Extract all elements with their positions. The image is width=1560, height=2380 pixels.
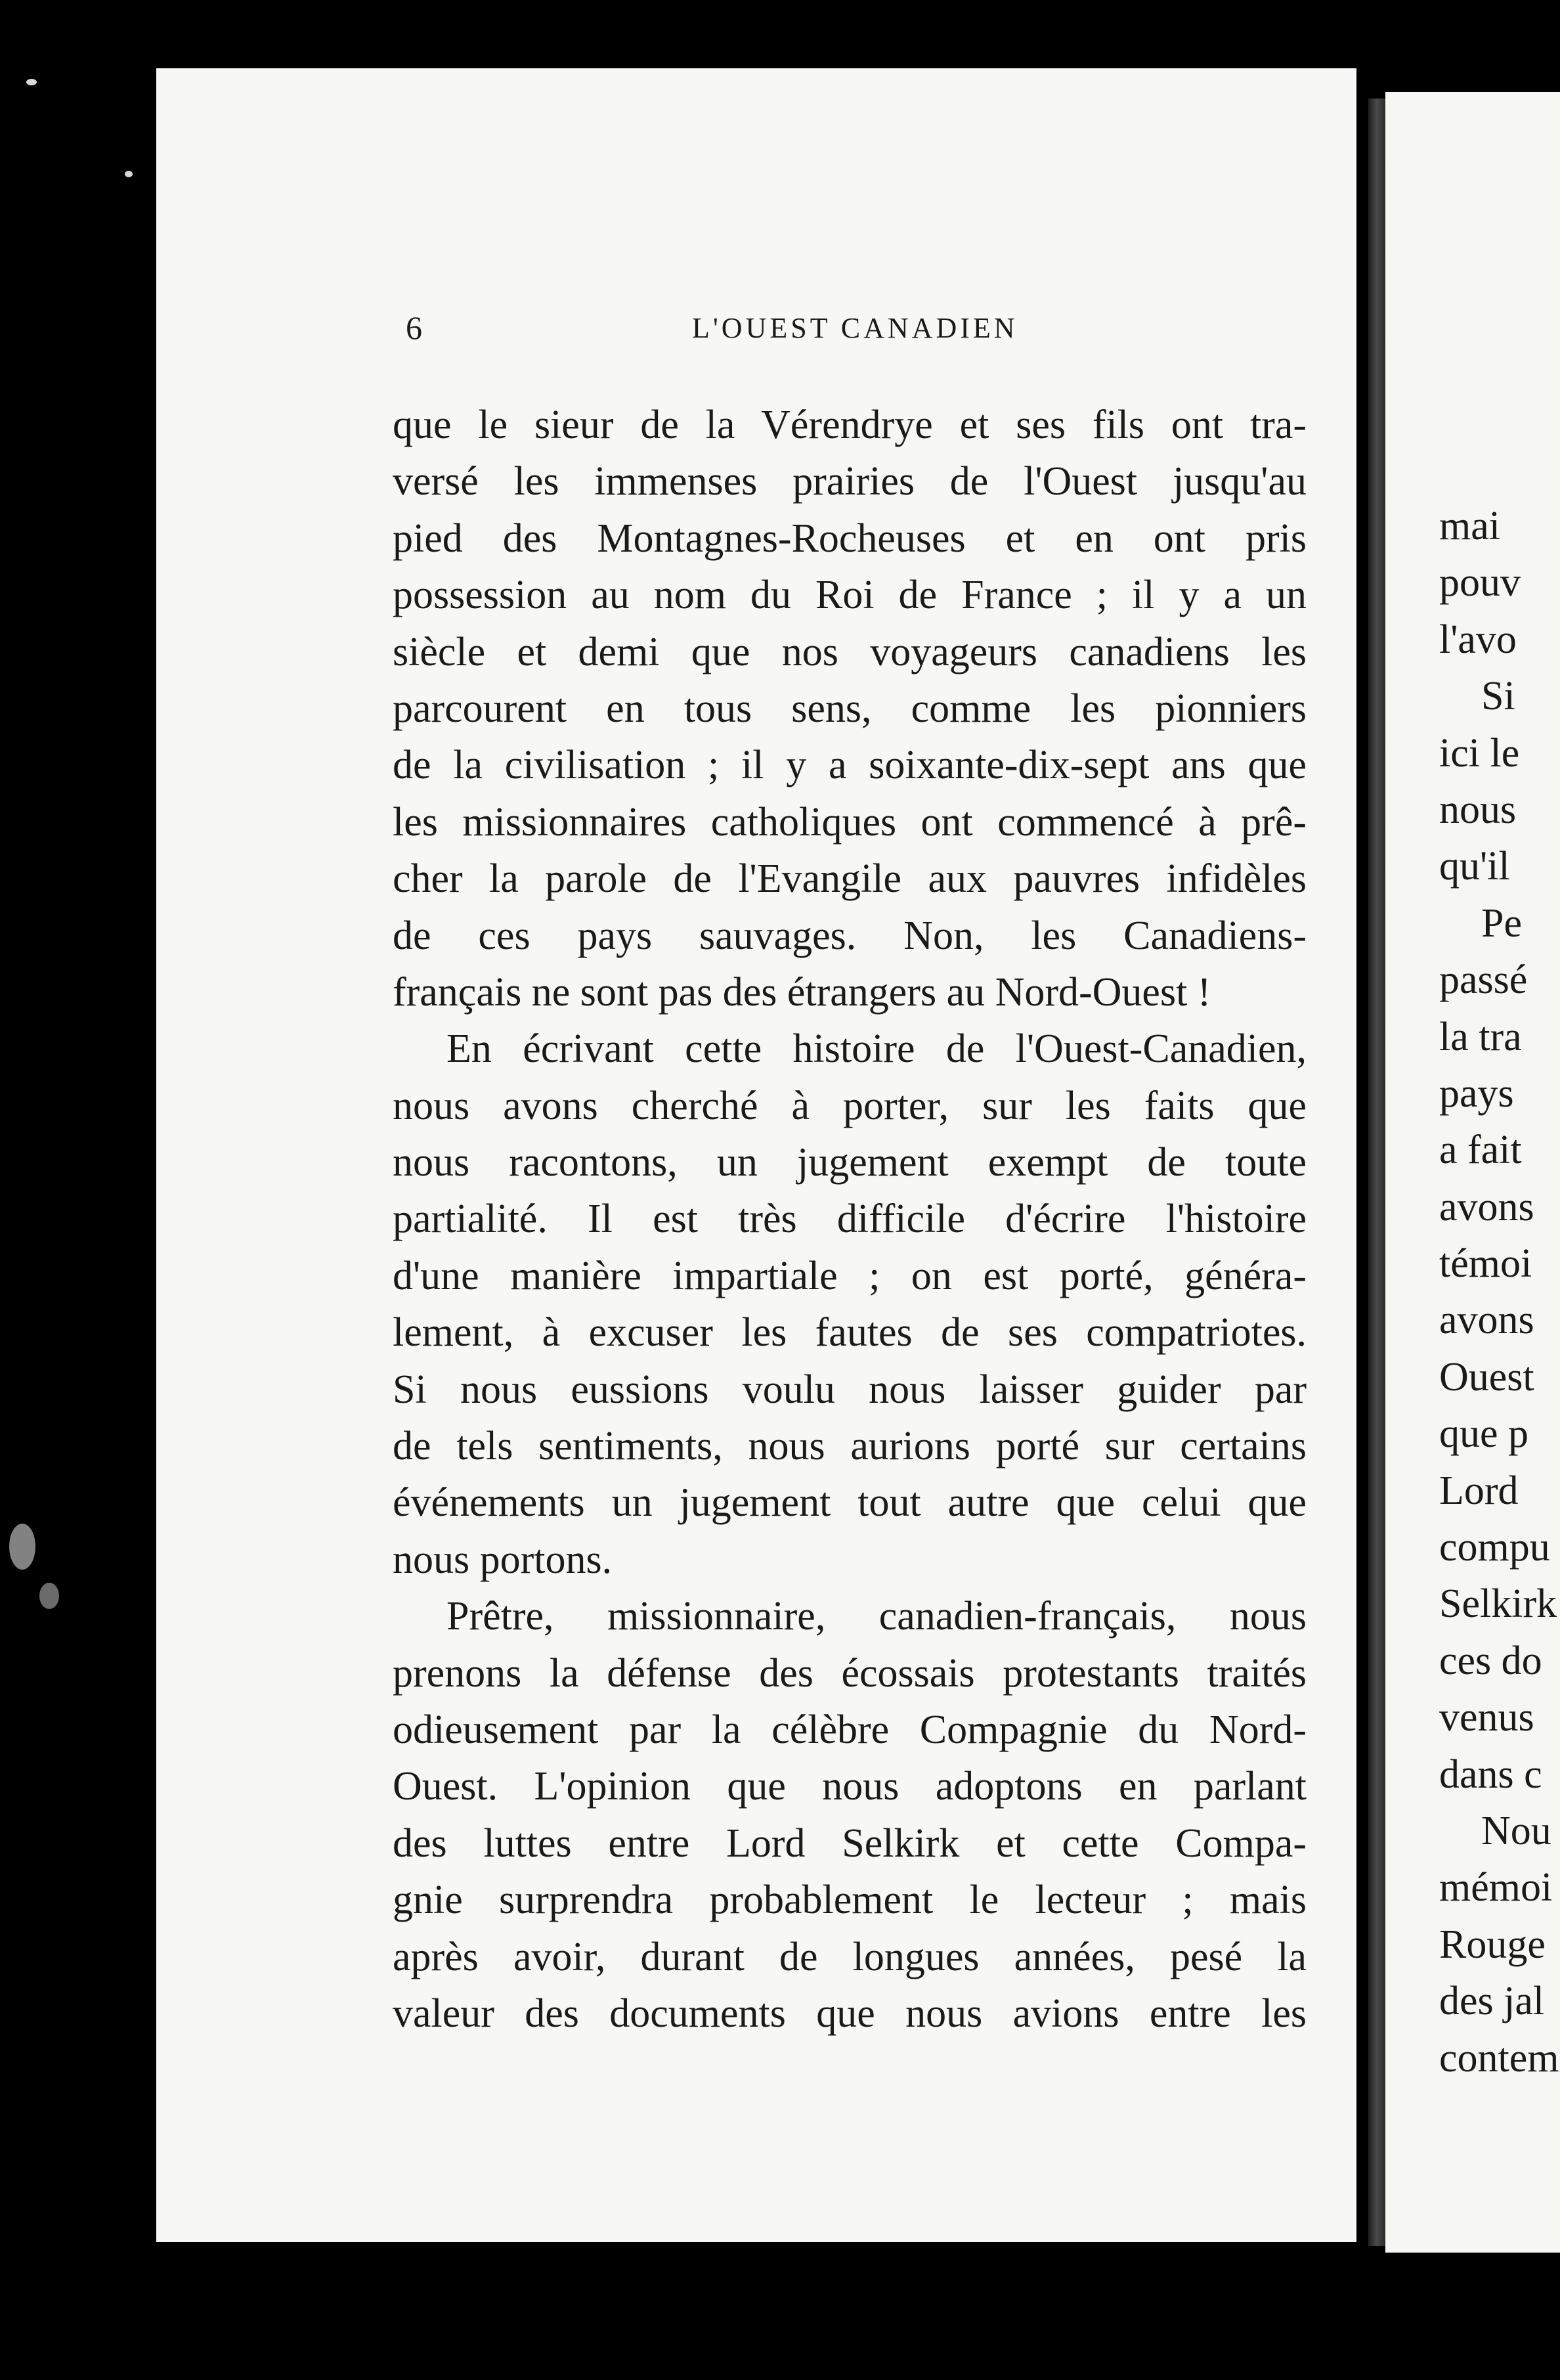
scan-dust bbox=[125, 171, 133, 177]
facing-text-line: des jal bbox=[1439, 1979, 1545, 2024]
text-line: de ces pays sauvages. Non, les Canadiens- bbox=[393, 913, 1307, 958]
facing-text-line: dans c bbox=[1439, 1752, 1542, 1797]
text-line: versé les immenses prairies de l'Ouest jusqu'au bbox=[393, 459, 1307, 504]
text-line: pied des Montagnes-Rocheuses et en ont pris bbox=[393, 516, 1307, 561]
text-line: français ne sont pas des étrangers au Nord-Ouest ! bbox=[393, 969, 1211, 1015]
book-gutter bbox=[1368, 99, 1385, 2246]
running-head bbox=[406, 309, 1299, 348]
text-line: parcourent en tous sens, comme les pionniers bbox=[393, 686, 1307, 731]
text-line: Prêtre, missionnaire, canadien-français, nous bbox=[446, 1594, 1307, 1639]
text-line: nous racontons, un jugement exempt de toute bbox=[393, 1140, 1307, 1185]
text-line: Ouest. L'opinion que nous adoptons en parlant bbox=[393, 1764, 1307, 1809]
facing-text-line: pays bbox=[1439, 1070, 1514, 1116]
scan-dust bbox=[39, 1583, 59, 1609]
facing-text-line: venus bbox=[1439, 1695, 1534, 1740]
text-line: de la civilisation ; il y a soixante-dix-sept ans que bbox=[393, 743, 1307, 788]
body-text bbox=[393, 397, 1307, 2042]
text-line: odieusement par la célèbre Compagnie du Nord- bbox=[393, 1707, 1307, 1752]
facing-text-line: pouv bbox=[1439, 560, 1521, 606]
text-line: prenons la défense des écossais protestants traités bbox=[393, 1650, 1307, 1696]
text-line: cher la parole de l'Evangile aux pauvres infidèles bbox=[393, 856, 1307, 902]
facing-page bbox=[1385, 92, 1560, 2253]
facing-text-line: ces do bbox=[1439, 1638, 1542, 1683]
text-line: des luttes entre Lord Selkirk et cette Compa- bbox=[393, 1820, 1307, 1866]
facing-text-line: Selkirk bbox=[1439, 1581, 1557, 1627]
text-line: gnie surprendra probablement le lecteur ; mais bbox=[393, 1878, 1307, 1923]
facing-text-line: qu'il bbox=[1439, 844, 1510, 889]
facing-text-line: compu bbox=[1439, 1525, 1550, 1570]
text-line: les missionnaires catholiques ont commencé à prê- bbox=[393, 799, 1307, 845]
text-line: nous portons. bbox=[393, 1537, 613, 1582]
running-title: L'OUEST CANADIEN bbox=[692, 312, 1018, 344]
text-line: nous avons cherché à porter, sur les faits que bbox=[393, 1083, 1307, 1128]
facing-text-line: passé bbox=[1439, 958, 1528, 1003]
scan-dust bbox=[9, 1524, 35, 1570]
facing-text-line: mai bbox=[1439, 504, 1500, 548]
facing-text-line: témoi bbox=[1439, 1241, 1532, 1287]
text-line: lement, à excuser les fautes de ses compatriotes. bbox=[393, 1310, 1307, 1355]
facing-text-line: Ouest bbox=[1439, 1354, 1534, 1399]
facing-text-line: avons bbox=[1439, 1184, 1534, 1229]
facing-text-line: Si bbox=[1481, 674, 1515, 719]
facing-text-line: nous bbox=[1439, 787, 1517, 832]
facing-text-line: que p bbox=[1439, 1411, 1529, 1457]
facing-text-line: ici le bbox=[1439, 730, 1520, 776]
text-line: d'une manière impartiale ; on est porté, généra- bbox=[393, 1253, 1307, 1298]
text-line: Si nous eussions voulu nous laisser guider par bbox=[393, 1367, 1307, 1412]
scan-dust bbox=[26, 79, 37, 85]
facing-text-line: la tra bbox=[1439, 1014, 1522, 1059]
facing-text-line: mémoi bbox=[1439, 1865, 1553, 1910]
facing-text-line: Lord bbox=[1439, 1468, 1519, 1513]
page-number: 6 bbox=[406, 309, 423, 346]
facing-text-line: Rouge bbox=[1439, 1922, 1546, 1967]
facing-text-line: l'avo bbox=[1439, 617, 1517, 662]
facing-text-line: contem bbox=[1439, 2035, 1559, 2081]
facing-page-text bbox=[1439, 498, 1560, 2086]
facing-text-line: a fait bbox=[1439, 1128, 1522, 1173]
text-line: événements un jugement tout autre que celui que bbox=[393, 1480, 1307, 1526]
facing-text-line: Pe bbox=[1481, 900, 1522, 946]
text-line: après avoir, durant de longues années, pesé la bbox=[393, 1934, 1307, 1979]
text-line: partialité. Il est très difficile d'écrire l'histoire bbox=[393, 1197, 1307, 1242]
text-line: valeur des documents que nous avions entre les bbox=[393, 1991, 1307, 2036]
text-line: de tels sentiments, nous aurions porté sur certains bbox=[393, 1424, 1307, 1469]
facing-text-line: avons bbox=[1439, 1298, 1534, 1343]
text-line: possession au nom du Roi de France ; il y a un bbox=[393, 573, 1307, 618]
text-line: siècle et demi que nos voyageurs canadiens les bbox=[393, 629, 1307, 674]
facing-text-line: Nou bbox=[1481, 1808, 1551, 1853]
text-line: En écrivant cette histoire de l'Ouest-Canadien, bbox=[446, 1026, 1307, 1072]
text-line: que le sieur de la Vérendrye et ses fils ont tra- bbox=[393, 403, 1307, 447]
